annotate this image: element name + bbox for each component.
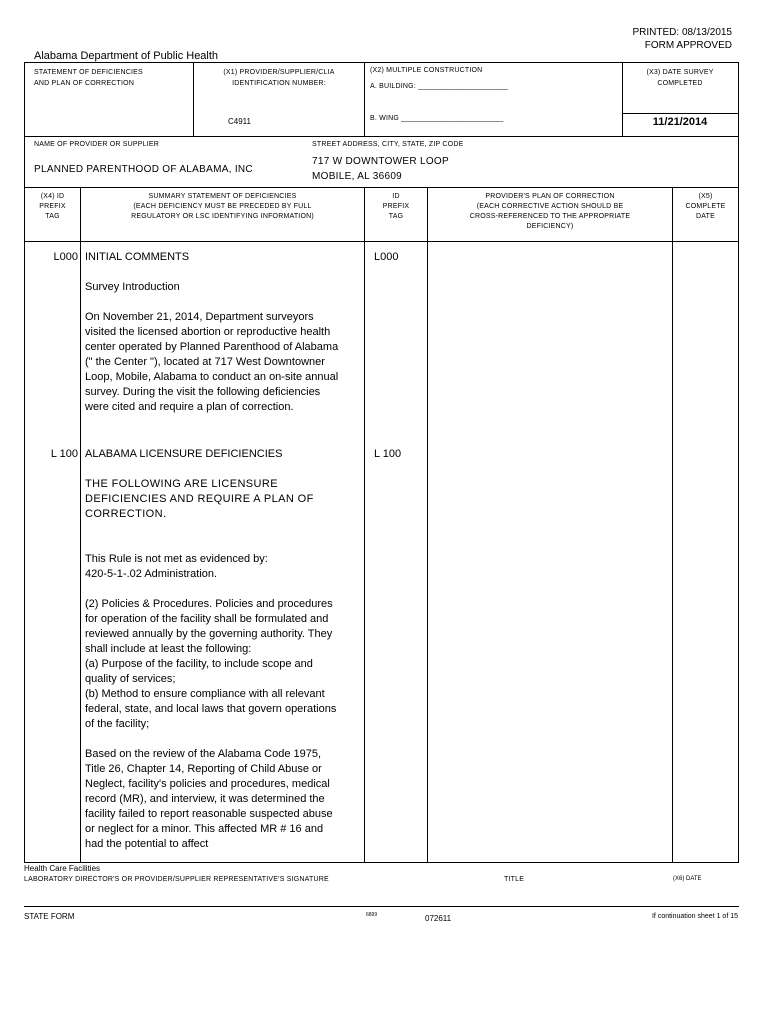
x1-label: (X1) PROVIDER/SUPPLIER/CLIA IDENTIFICATION NUMBER: — [223, 69, 335, 87]
form-code-small: 6899 — [366, 912, 378, 918]
continuation-sheet: If continuation sheet 1 of 15 — [651, 913, 738, 920]
paragraph: Survey Introduction — [85, 281, 180, 293]
address-line-1: 717 W DOWNTOWER LOOP — [312, 156, 449, 167]
x6-date-label: (X6) DATE — [673, 876, 702, 882]
entry-id-tag: L000 — [374, 251, 399, 263]
col-x4-header: (X4) ID PREFIX TAG — [39, 193, 66, 220]
col-id-header: ID PREFIX TAG — [382, 193, 410, 220]
entry-licensure — [85, 447, 343, 862]
entry-tag: L000 — [53, 251, 78, 263]
department-name: Alabama Department of Public Health — [34, 50, 219, 62]
x3-label: (X3) DATE SURVEY COMPLETED — [646, 69, 714, 87]
provider-id: C4911 — [228, 117, 251, 126]
paragraph: On November 21, 2014, Department surveyors visited the licensed abortion or reproductive health center operated by Planned Parenthood of Alabama (" the Center "), located at 717 West Downtowner Loop, Mobile, Alabama to conduct an on-site annual survey. During the visit the following deficiencies were cited and require a plan of correction. — [85, 311, 339, 413]
paragraph: THE FOLLOWING ARE LICENSURE DEFICIENCIES AND REQUIRE A PLAN OF CORRECTION. — [85, 478, 314, 520]
entry-title: ALABAMA LICENSURE DEFICIENCIES — [85, 448, 283, 460]
signature-label: LABORATORY DIRECTOR'S OR PROVIDER/SUPPLIER REPRESENTATIVE'S SIGNATURE — [24, 876, 329, 883]
statement-label: STATEMENT OF DEFICIENCIES AND PLAN OF CORRECTION — [34, 69, 143, 87]
provider-name: PLANNED PARENTHOOD OF ALABAMA, INC — [34, 164, 253, 175]
col-plan-header: PROVIDER'S PLAN OF CORRECTION (EACH CORRECTIVE ACTION SHOULD BE CROSS-REFERENCED TO THE APPROPRIATE DEFICIENCY) — [469, 193, 631, 230]
address-line-2: MOBILE, AL 36609 — [312, 171, 403, 182]
entry-tag: L 100 — [50, 448, 78, 460]
building-field: A. BUILDING: ______________________ — [370, 83, 509, 90]
paragraph: Based on the review of the Alabama Code 1975, Title 26, Chapter 14, Reporting of Child Abuse or Neglect, facility's policies and procedures, medical record (MR), and interview, it was determined the facility failed to report reasonable suspected abuse or neglect for a minor. This affected MR # 16 and had the potential to affect — [85, 748, 333, 850]
form-code: 072611 — [425, 914, 452, 923]
col-summary-header: SUMMARY STATEMENT OF DEFICIENCIES (EACH DEFICIENCY MUST BE PRECEDED BY FULL REGULATORY OR LSC IDENTIFYING INFORMATION) — [131, 193, 314, 220]
entry-title: INITIAL COMMENTS — [85, 251, 190, 263]
survey-date: 11/21/2014 — [652, 116, 708, 128]
entry-initial-comments — [85, 250, 340, 425]
print-info — [633, 26, 733, 52]
title-label: TITLE — [504, 876, 525, 883]
paragraph: (2) Policies & Procedures. Policies and procedures for operation of the facility shall be formulated and reviewed annually by the governing authority. They shall include at least the following: (a) Purpose of the facility, to include scope and quality of services; (b) Method to ensure compliance with all relevant federal, state, and local laws that govern operations of the facility; — [85, 598, 337, 730]
paragraph: This Rule is not met as evidenced by: 420-5-1-.02 Administration. — [85, 553, 268, 580]
wing-field: B. WING _________________________ — [370, 115, 504, 122]
entry-id-tag: L 100 — [374, 448, 402, 460]
address-label: STREET ADDRESS, CITY, STATE, ZIP CODE — [312, 141, 464, 148]
state-form-label: STATE FORM — [24, 912, 75, 921]
provider-name-label: NAME OF PROVIDER OR SUPPLIER — [34, 141, 160, 148]
form-approved: FORM APPROVED — [644, 40, 732, 51]
x2-label: (X2) MULTIPLE CONSTRUCTION — [370, 67, 483, 74]
health-care-facilities: Health Care Facilities — [24, 864, 101, 873]
printed-date: PRINTED: 08/13/2015 — [632, 27, 732, 38]
col-x5-header: (X5) COMPLETE DATE — [685, 193, 726, 220]
